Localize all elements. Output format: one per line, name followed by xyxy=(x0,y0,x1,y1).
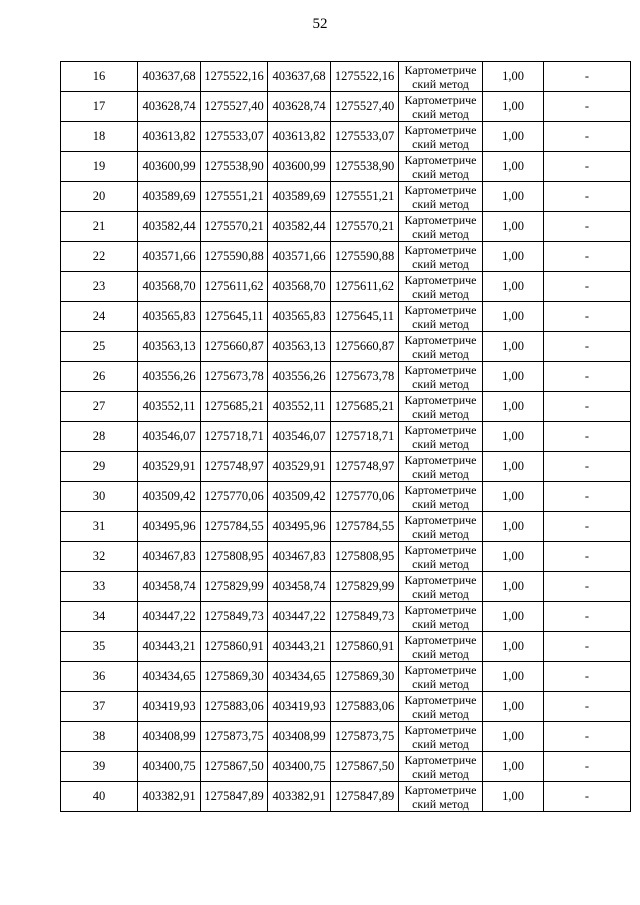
extra-cell: - xyxy=(544,392,631,422)
method-cell xyxy=(399,572,483,602)
x-coordinate-cell: 403458,74 xyxy=(268,572,331,602)
method-text-line: ский метод xyxy=(412,526,469,541)
point-number-cell: 40 xyxy=(61,782,138,812)
x-coordinate-cell: 403447,22 xyxy=(268,602,331,632)
precision-cell: 1,00 xyxy=(483,272,544,302)
y-coordinate-cell: 1275660,87 xyxy=(201,332,268,362)
point-number-cell: 28 xyxy=(61,422,138,452)
method-cell xyxy=(399,392,483,422)
method-cell xyxy=(399,422,483,452)
precision-cell: 1,00 xyxy=(483,122,544,152)
x-coordinate-cell: 403546,07 xyxy=(268,422,331,452)
extra-cell: - xyxy=(544,692,631,722)
y-coordinate-cell: 1275590,88 xyxy=(201,242,268,272)
extra-cell: - xyxy=(544,512,631,542)
y-coordinate-cell: 1275829,99 xyxy=(331,572,399,602)
method-text-line: ский метод xyxy=(412,736,469,751)
precision-cell: 1,00 xyxy=(483,332,544,362)
method-cell xyxy=(399,782,483,812)
x-coordinate-cell: 403552,11 xyxy=(268,392,331,422)
x-coordinate-cell: 403589,69 xyxy=(268,182,331,212)
method-text-line: ский метод xyxy=(412,106,469,121)
method-text-line: Картометриче xyxy=(404,722,477,737)
y-coordinate-cell: 1275685,21 xyxy=(201,392,268,422)
table-row xyxy=(61,62,631,92)
table-row xyxy=(61,692,631,722)
precision-cell: 1,00 xyxy=(483,632,544,662)
y-coordinate-cell: 1275718,71 xyxy=(201,422,268,452)
x-coordinate-cell: 403408,99 xyxy=(268,722,331,752)
table-row xyxy=(61,782,631,812)
x-coordinate-cell: 403637,68 xyxy=(268,62,331,92)
x-coordinate-cell: 403613,82 xyxy=(268,122,331,152)
method-text-line: Картометриче xyxy=(404,332,477,347)
method-text-line: ский метод xyxy=(412,496,469,511)
precision-cell: 1,00 xyxy=(483,572,544,602)
page-number: 52 xyxy=(312,16,328,32)
method-text-line: Картометриче xyxy=(404,572,477,587)
y-coordinate-cell: 1275538,90 xyxy=(331,152,399,182)
x-coordinate-cell: 403546,07 xyxy=(138,422,201,452)
method-cell xyxy=(399,662,483,692)
x-coordinate-cell: 403434,65 xyxy=(138,662,201,692)
extra-cell: - xyxy=(544,482,631,512)
table-row xyxy=(61,632,631,662)
table-body xyxy=(61,62,631,812)
table-row xyxy=(61,752,631,782)
x-coordinate-cell: 403467,83 xyxy=(138,542,201,572)
y-coordinate-cell: 1275849,73 xyxy=(331,602,399,632)
x-coordinate-cell: 403382,91 xyxy=(138,782,201,812)
method-text-line: Картометриче xyxy=(404,512,477,527)
x-coordinate-cell: 403563,13 xyxy=(138,332,201,362)
table-row xyxy=(61,662,631,692)
extra-cell: - xyxy=(544,632,631,662)
y-coordinate-cell: 1275784,55 xyxy=(331,512,399,542)
table-row xyxy=(61,602,631,632)
x-coordinate-cell: 403589,69 xyxy=(138,182,201,212)
method-cell xyxy=(399,452,483,482)
x-coordinate-cell: 403467,83 xyxy=(268,542,331,572)
table-row xyxy=(61,482,631,512)
method-cell xyxy=(399,182,483,212)
precision-cell: 1,00 xyxy=(483,722,544,752)
x-coordinate-cell: 403419,93 xyxy=(268,692,331,722)
x-coordinate-cell: 403529,91 xyxy=(268,452,331,482)
x-coordinate-cell: 403563,13 xyxy=(268,332,331,362)
method-text-line: ский метод xyxy=(412,796,469,811)
point-number-cell: 32 xyxy=(61,542,138,572)
extra-cell: - xyxy=(544,332,631,362)
y-coordinate-cell: 1275673,78 xyxy=(201,362,268,392)
y-coordinate-cell: 1275883,06 xyxy=(201,692,268,722)
extra-cell: - xyxy=(544,542,631,572)
x-coordinate-cell: 403458,74 xyxy=(138,572,201,602)
point-number-cell: 26 xyxy=(61,362,138,392)
method-cell xyxy=(399,152,483,182)
method-cell xyxy=(399,242,483,272)
table-row xyxy=(61,332,631,362)
method-text-line: Картометриче xyxy=(404,152,477,167)
precision-cell: 1,00 xyxy=(483,602,544,632)
y-coordinate-cell: 1275673,78 xyxy=(331,362,399,392)
table-row xyxy=(61,512,631,542)
x-coordinate-cell: 403556,26 xyxy=(138,362,201,392)
method-cell xyxy=(399,62,483,92)
extra-cell: - xyxy=(544,122,631,152)
method-text-line: ский метод xyxy=(412,436,469,451)
method-text-line: Картометриче xyxy=(404,242,477,257)
method-text-line: ский метод xyxy=(412,406,469,421)
y-coordinate-cell: 1275784,55 xyxy=(201,512,268,542)
point-number-cell: 24 xyxy=(61,302,138,332)
precision-cell: 1,00 xyxy=(483,782,544,812)
y-coordinate-cell: 1275847,89 xyxy=(331,782,399,812)
y-coordinate-cell: 1275869,30 xyxy=(331,662,399,692)
method-text-line: Картометриче xyxy=(404,182,477,197)
coordinates-table xyxy=(60,61,631,812)
table-row xyxy=(61,152,631,182)
method-text-line: ский метод xyxy=(412,616,469,631)
table-row xyxy=(61,272,631,302)
extra-cell: - xyxy=(544,452,631,482)
method-text-line: Картометриче xyxy=(404,272,477,287)
table-row xyxy=(61,182,631,212)
method-cell xyxy=(399,482,483,512)
y-coordinate-cell: 1275873,75 xyxy=(201,722,268,752)
method-text-line: Картометриче xyxy=(404,602,477,617)
table-row xyxy=(61,422,631,452)
y-coordinate-cell: 1275522,16 xyxy=(201,62,268,92)
y-coordinate-cell: 1275611,62 xyxy=(201,272,268,302)
method-text-line: ский метод xyxy=(412,196,469,211)
table-row xyxy=(61,212,631,242)
method-cell xyxy=(399,332,483,362)
point-number-cell: 35 xyxy=(61,632,138,662)
x-coordinate-cell: 403529,91 xyxy=(138,452,201,482)
method-cell xyxy=(399,602,483,632)
precision-cell: 1,00 xyxy=(483,482,544,512)
point-number-cell: 30 xyxy=(61,482,138,512)
method-text-line: ский метод xyxy=(412,226,469,241)
table-row xyxy=(61,302,631,332)
extra-cell: - xyxy=(544,602,631,632)
x-coordinate-cell: 403408,99 xyxy=(138,722,201,752)
extra-cell: - xyxy=(544,302,631,332)
method-text-line: ский метод xyxy=(412,766,469,781)
method-text-line: Картометриче xyxy=(404,542,477,557)
method-text-line: Картометриче xyxy=(404,482,477,497)
method-cell xyxy=(399,692,483,722)
extra-cell: - xyxy=(544,152,631,182)
extra-cell: - xyxy=(544,62,631,92)
method-cell xyxy=(399,92,483,122)
method-cell xyxy=(399,632,483,662)
point-number-cell: 39 xyxy=(61,752,138,782)
x-coordinate-cell: 403509,42 xyxy=(268,482,331,512)
method-cell xyxy=(399,302,483,332)
x-coordinate-cell: 403495,96 xyxy=(268,512,331,542)
method-cell xyxy=(399,212,483,242)
y-coordinate-cell: 1275538,90 xyxy=(201,152,268,182)
x-coordinate-cell: 403628,74 xyxy=(268,92,331,122)
x-coordinate-cell: 403565,83 xyxy=(138,302,201,332)
y-coordinate-cell: 1275533,07 xyxy=(331,122,399,152)
precision-cell: 1,00 xyxy=(483,752,544,782)
precision-cell: 1,00 xyxy=(483,62,544,92)
x-coordinate-cell: 403565,83 xyxy=(268,302,331,332)
y-coordinate-cell: 1275808,95 xyxy=(331,542,399,572)
table-row xyxy=(61,242,631,272)
x-coordinate-cell: 403571,66 xyxy=(138,242,201,272)
point-number-cell: 36 xyxy=(61,662,138,692)
y-coordinate-cell: 1275808,95 xyxy=(201,542,268,572)
y-coordinate-cell: 1275860,91 xyxy=(201,632,268,662)
table-row xyxy=(61,452,631,482)
point-number-cell: 33 xyxy=(61,572,138,602)
y-coordinate-cell: 1275873,75 xyxy=(331,722,399,752)
method-cell xyxy=(399,362,483,392)
precision-cell: 1,00 xyxy=(483,452,544,482)
table-row xyxy=(61,572,631,602)
x-coordinate-cell: 403509,42 xyxy=(138,482,201,512)
extra-cell: - xyxy=(544,572,631,602)
point-number-cell: 38 xyxy=(61,722,138,752)
x-coordinate-cell: 403613,82 xyxy=(138,122,201,152)
y-coordinate-cell: 1275570,21 xyxy=(201,212,268,242)
extra-cell: - xyxy=(544,92,631,122)
precision-cell: 1,00 xyxy=(483,362,544,392)
method-cell xyxy=(399,752,483,782)
y-coordinate-cell: 1275869,30 xyxy=(201,662,268,692)
y-coordinate-cell: 1275770,06 xyxy=(201,482,268,512)
y-coordinate-cell: 1275570,21 xyxy=(331,212,399,242)
x-coordinate-cell: 403443,21 xyxy=(138,632,201,662)
x-coordinate-cell: 403552,11 xyxy=(138,392,201,422)
point-number-cell: 16 xyxy=(61,62,138,92)
point-number-cell: 29 xyxy=(61,452,138,482)
x-coordinate-cell: 403495,96 xyxy=(138,512,201,542)
y-coordinate-cell: 1275748,97 xyxy=(331,452,399,482)
y-coordinate-cell: 1275527,40 xyxy=(201,92,268,122)
method-text-line: Картометриче xyxy=(404,662,477,677)
extra-cell: - xyxy=(544,782,631,812)
y-coordinate-cell: 1275867,50 xyxy=(331,752,399,782)
y-coordinate-cell: 1275522,16 xyxy=(331,62,399,92)
method-cell xyxy=(399,122,483,152)
y-coordinate-cell: 1275645,11 xyxy=(331,302,399,332)
y-coordinate-cell: 1275770,06 xyxy=(331,482,399,512)
method-text-line: ский метод xyxy=(412,136,469,151)
method-text-line: ский метод xyxy=(412,706,469,721)
method-text-line: Картометриче xyxy=(404,362,477,377)
method-text-line: ский метод xyxy=(412,376,469,391)
point-number-cell: 17 xyxy=(61,92,138,122)
x-coordinate-cell: 403382,91 xyxy=(268,782,331,812)
point-number-cell: 20 xyxy=(61,182,138,212)
x-coordinate-cell: 403568,70 xyxy=(138,272,201,302)
x-coordinate-cell: 403434,65 xyxy=(268,662,331,692)
method-text-line: Картометриче xyxy=(404,452,477,467)
method-text-line: Картометриче xyxy=(404,692,477,707)
method-cell xyxy=(399,542,483,572)
method-text-line: ский метод xyxy=(412,346,469,361)
method-cell xyxy=(399,272,483,302)
x-coordinate-cell: 403582,44 xyxy=(268,212,331,242)
extra-cell: - xyxy=(544,722,631,752)
table-row xyxy=(61,542,631,572)
table-row xyxy=(61,122,631,152)
precision-cell: 1,00 xyxy=(483,512,544,542)
precision-cell: 1,00 xyxy=(483,422,544,452)
y-coordinate-cell: 1275748,97 xyxy=(201,452,268,482)
method-text-line: Картометриче xyxy=(404,212,477,227)
x-coordinate-cell: 403582,44 xyxy=(138,212,201,242)
method-text-line: Картометриче xyxy=(404,122,477,137)
extra-cell: - xyxy=(544,242,631,272)
point-number-cell: 19 xyxy=(61,152,138,182)
x-coordinate-cell: 403556,26 xyxy=(268,362,331,392)
method-text-line: Картометриче xyxy=(404,92,477,107)
y-coordinate-cell: 1275883,06 xyxy=(331,692,399,722)
x-coordinate-cell: 403443,21 xyxy=(268,632,331,662)
precision-cell: 1,00 xyxy=(483,92,544,122)
precision-cell: 1,00 xyxy=(483,662,544,692)
extra-cell: - xyxy=(544,362,631,392)
precision-cell: 1,00 xyxy=(483,692,544,722)
y-coordinate-cell: 1275660,87 xyxy=(331,332,399,362)
x-coordinate-cell: 403568,70 xyxy=(268,272,331,302)
y-coordinate-cell: 1275860,91 xyxy=(331,632,399,662)
x-coordinate-cell: 403400,75 xyxy=(138,752,201,782)
method-text-line: Картометриче xyxy=(404,422,477,437)
method-cell xyxy=(399,722,483,752)
method-cell xyxy=(399,512,483,542)
table-row xyxy=(61,362,631,392)
method-text-line: ский метод xyxy=(412,316,469,331)
y-coordinate-cell: 1275849,73 xyxy=(201,602,268,632)
table-row xyxy=(61,722,631,752)
extra-cell: - xyxy=(544,182,631,212)
table-row xyxy=(61,392,631,422)
precision-cell: 1,00 xyxy=(483,242,544,272)
point-number-cell: 23 xyxy=(61,272,138,302)
precision-cell: 1,00 xyxy=(483,152,544,182)
precision-cell: 1,00 xyxy=(483,302,544,332)
method-text-line: ский метод xyxy=(412,586,469,601)
table-row xyxy=(61,92,631,122)
extra-cell: - xyxy=(544,272,631,302)
y-coordinate-cell: 1275527,40 xyxy=(331,92,399,122)
method-text-line: ский метод xyxy=(412,556,469,571)
method-text-line: ский метод xyxy=(412,286,469,301)
extra-cell: - xyxy=(544,212,631,242)
point-number-cell: 34 xyxy=(61,602,138,632)
method-text-line: ский метод xyxy=(412,676,469,691)
x-coordinate-cell: 403447,22 xyxy=(138,602,201,632)
point-number-cell: 25 xyxy=(61,332,138,362)
precision-cell: 1,00 xyxy=(483,212,544,242)
y-coordinate-cell: 1275590,88 xyxy=(331,242,399,272)
method-text-line: ский метод xyxy=(412,76,469,91)
y-coordinate-cell: 1275867,50 xyxy=(201,752,268,782)
x-coordinate-cell: 403571,66 xyxy=(268,242,331,272)
method-text-line: ский метод xyxy=(412,466,469,481)
method-text-line: ский метод xyxy=(412,166,469,181)
point-number-cell: 37 xyxy=(61,692,138,722)
method-text-line: Картометриче xyxy=(404,632,477,647)
y-coordinate-cell: 1275685,21 xyxy=(331,392,399,422)
y-coordinate-cell: 1275829,99 xyxy=(201,572,268,602)
precision-cell: 1,00 xyxy=(483,542,544,572)
x-coordinate-cell: 403628,74 xyxy=(138,92,201,122)
x-coordinate-cell: 403600,99 xyxy=(268,152,331,182)
method-text-line: Картометриче xyxy=(404,782,477,797)
y-coordinate-cell: 1275533,07 xyxy=(201,122,268,152)
method-text-line: Картометриче xyxy=(404,392,477,407)
y-coordinate-cell: 1275611,62 xyxy=(331,272,399,302)
y-coordinate-cell: 1275551,21 xyxy=(201,182,268,212)
extra-cell: - xyxy=(544,752,631,782)
precision-cell: 1,00 xyxy=(483,392,544,422)
method-text-line: ский метод xyxy=(412,256,469,271)
method-text-line: Картометриче xyxy=(404,752,477,767)
method-text-line: Картометриче xyxy=(404,302,477,317)
point-number-cell: 22 xyxy=(61,242,138,272)
x-coordinate-cell: 403600,99 xyxy=(138,152,201,182)
extra-cell: - xyxy=(544,422,631,452)
point-number-cell: 27 xyxy=(61,392,138,422)
x-coordinate-cell: 403400,75 xyxy=(268,752,331,782)
y-coordinate-cell: 1275645,11 xyxy=(201,302,268,332)
point-number-cell: 31 xyxy=(61,512,138,542)
y-coordinate-cell: 1275847,89 xyxy=(201,782,268,812)
method-text-line: ский метод xyxy=(412,646,469,661)
y-coordinate-cell: 1275551,21 xyxy=(331,182,399,212)
precision-cell: 1,00 xyxy=(483,182,544,212)
point-number-cell: 21 xyxy=(61,212,138,242)
x-coordinate-cell: 403637,68 xyxy=(138,62,201,92)
extra-cell: - xyxy=(544,662,631,692)
method-text-line: Картометриче xyxy=(404,62,477,77)
point-number-cell: 18 xyxy=(61,122,138,152)
y-coordinate-cell: 1275718,71 xyxy=(331,422,399,452)
x-coordinate-cell: 403419,93 xyxy=(138,692,201,722)
